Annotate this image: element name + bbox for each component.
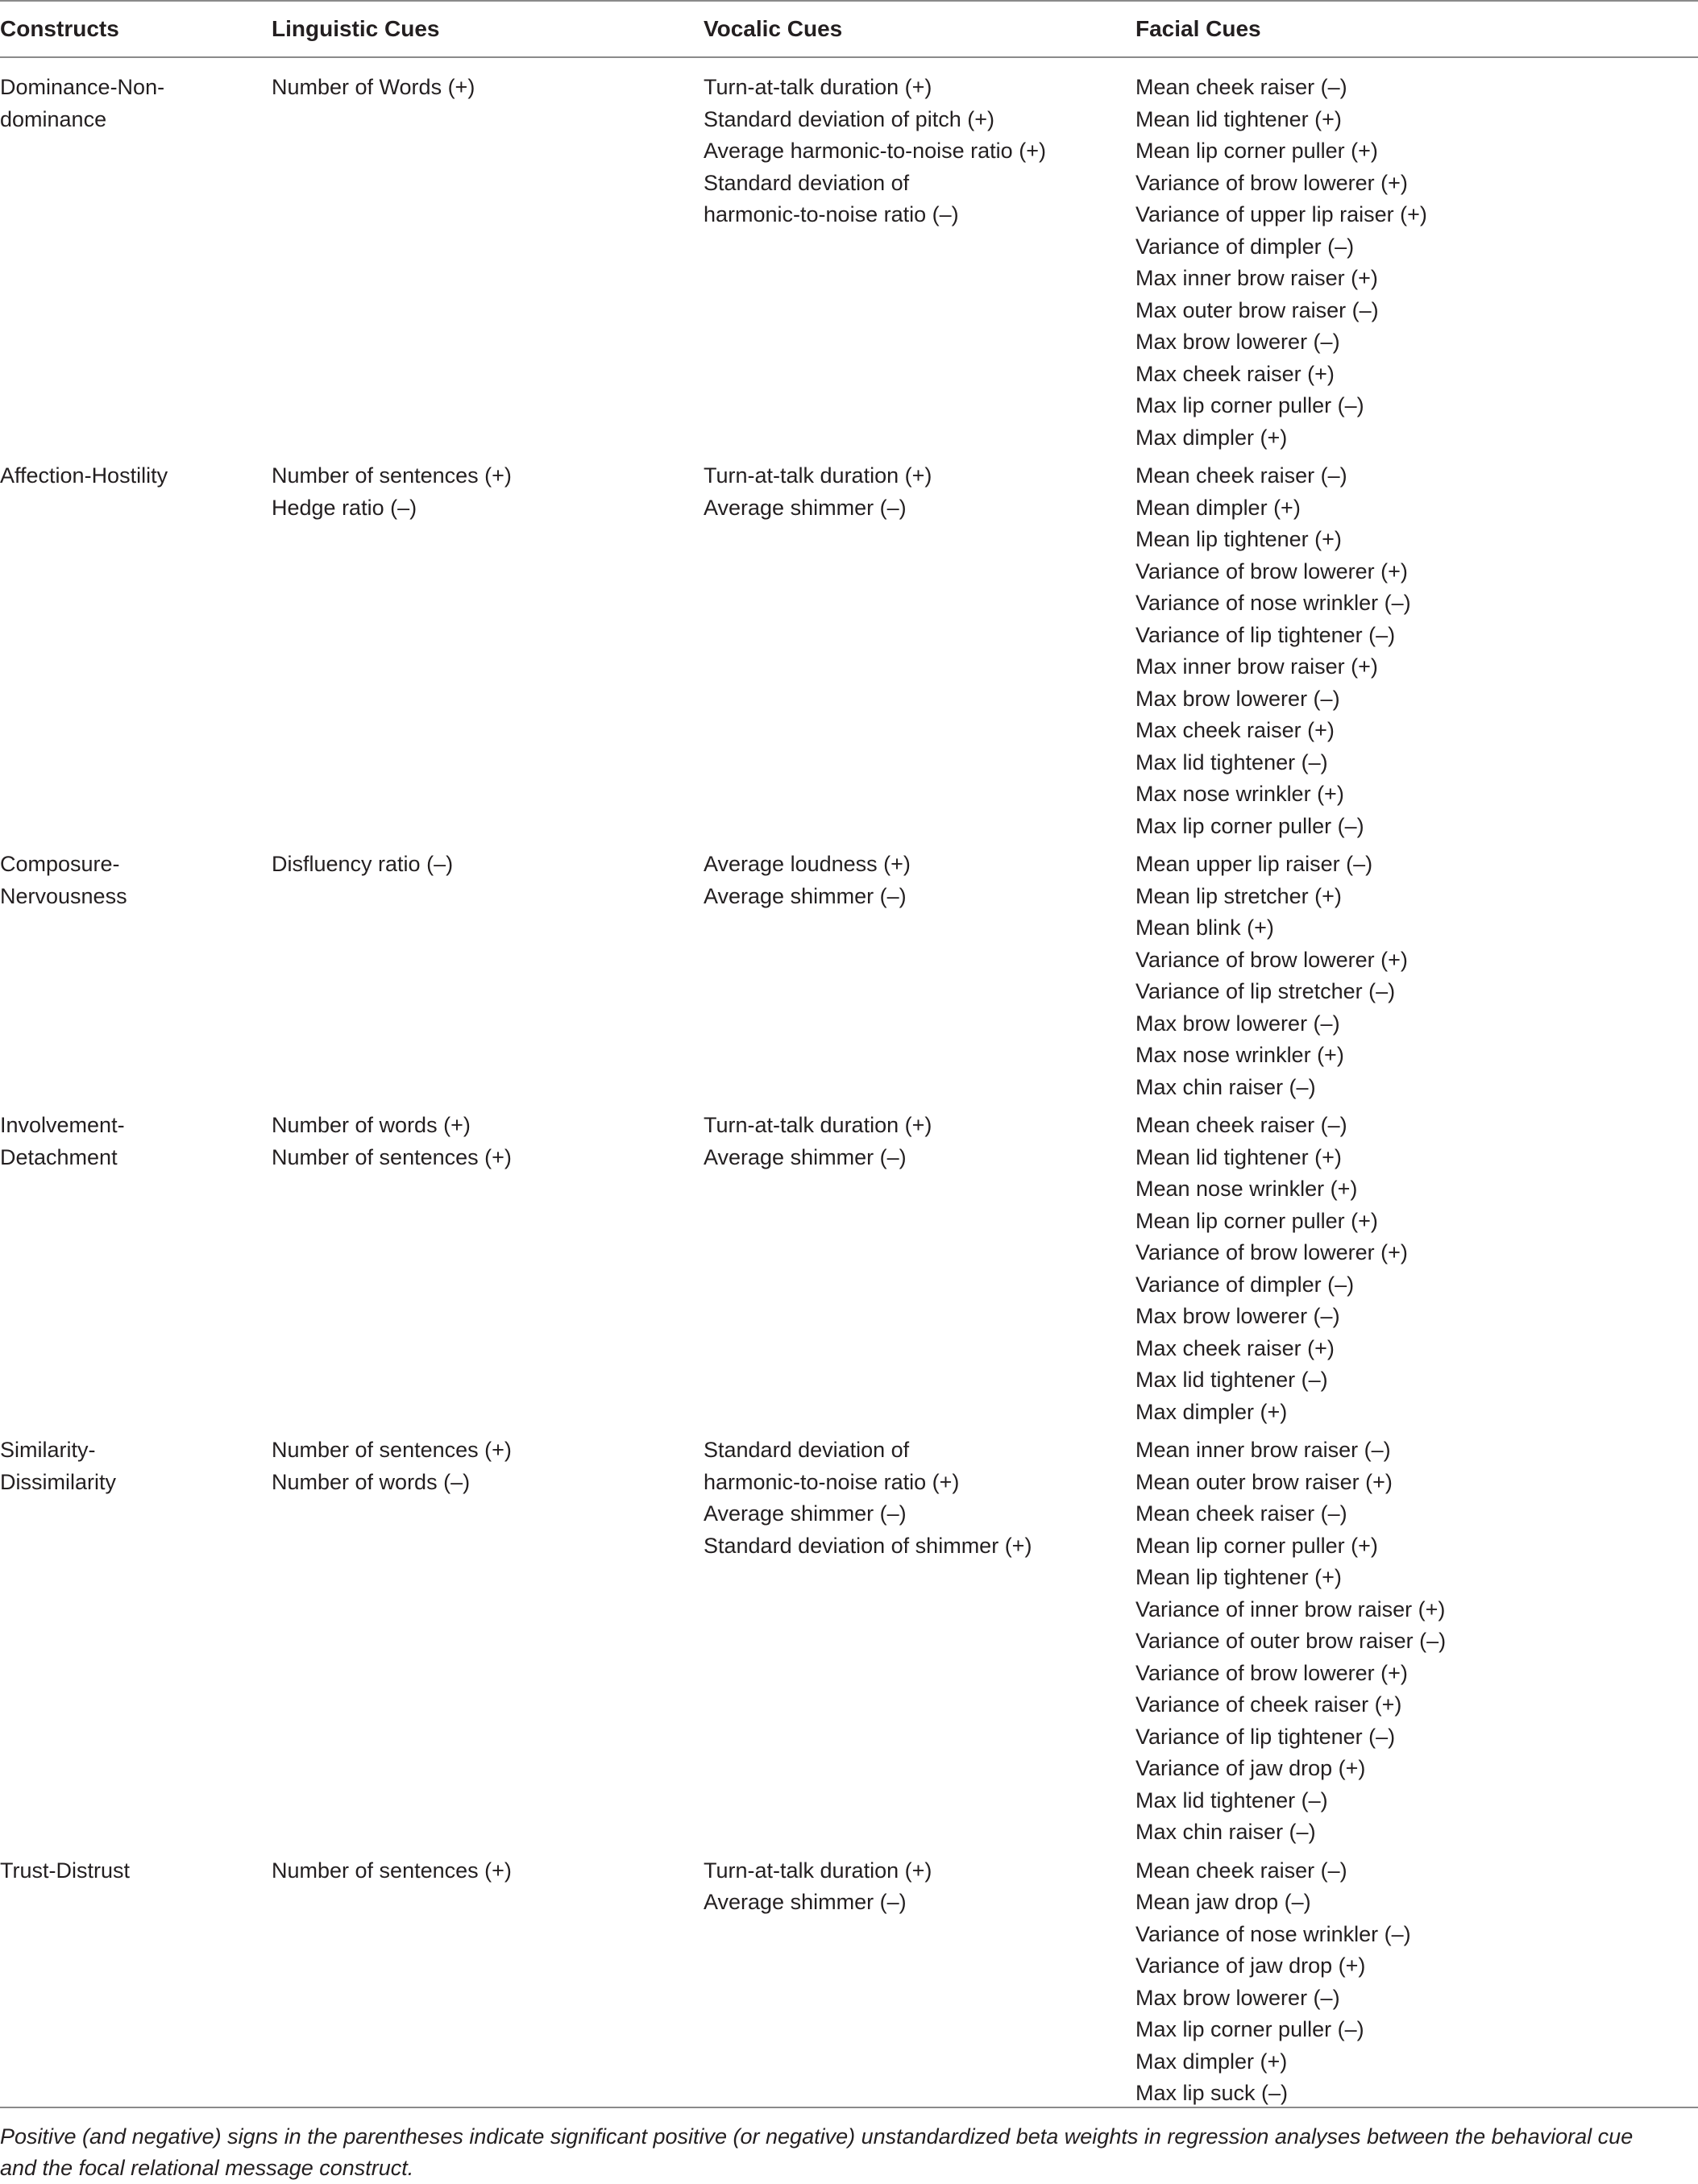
cue-item: Max brow lowerer (–) — [1135, 1985, 1340, 2010]
linguistic-cues-cell — [272, 1435, 699, 1498]
cue-item: Variance of brow lowerer (+) — [1135, 947, 1408, 972]
facial-cues-cell — [1135, 849, 1692, 1103]
cue-item: Max cheek raiser (+) — [1135, 718, 1335, 742]
cue-item: Max nose wrinkler (+) — [1135, 1043, 1344, 1067]
table-row — [0, 1855, 1698, 2116]
cue-item: Mean lip tightener (+) — [1135, 1565, 1342, 1589]
cue-item: Standard deviation of — [704, 1438, 910, 1462]
cue-item: harmonic-to-noise ratio (–) — [704, 202, 959, 226]
cue-item: Variance of inner brow raiser (+) — [1135, 1596, 1446, 1621]
facial-cues-cell — [1135, 1435, 1692, 1849]
linguistic-cues-cell — [272, 1110, 699, 1173]
cue-item: Max lid tightener (–) — [1135, 1787, 1328, 1812]
linguistic-cues-cell — [272, 72, 699, 104]
linguistic-cues-cell — [272, 1855, 699, 1887]
cue-item: Mean jaw drop (–) — [1135, 1890, 1311, 1914]
cue-item: Dominance-Non- — [0, 75, 165, 99]
table-row — [0, 1110, 1698, 1435]
cue-item: Max chin raiser (–) — [1135, 1820, 1316, 1844]
facial-cues-cell — [1135, 460, 1692, 842]
cue-item: Max inner brow raiser (+) — [1135, 654, 1378, 679]
facial-cues-cell — [1135, 72, 1692, 454]
cue-item: Average shimmer (–) — [704, 495, 907, 520]
cue-item: Average shimmer (–) — [704, 883, 907, 908]
cue-item: Max cheek raiser (+) — [1135, 361, 1335, 386]
cue-item: Mean upper lip raiser (–) — [1135, 852, 1373, 876]
cue-item: Variance of outer brow raiser (–) — [1135, 1629, 1447, 1653]
cue-item: Variance of brow lowerer (+) — [1135, 1660, 1408, 1685]
table-row — [0, 72, 1698, 460]
cue-item: Max dimpler (+) — [1135, 425, 1288, 450]
cue-item: Turn-at-talk duration (+) — [704, 463, 932, 488]
table-footnote — [0, 2121, 1698, 2184]
table-row — [0, 1435, 1698, 1855]
cue-item: Max dimpler (+) — [1135, 1399, 1288, 1424]
construct-cell — [0, 460, 266, 492]
cue-item: Trust-Distrust — [0, 1858, 130, 1883]
cue-item: Number of sentences (+) — [272, 463, 512, 488]
cue-item: Involvement- — [0, 1113, 125, 1137]
cue-item: Max chin raiser (–) — [1135, 1074, 1316, 1099]
header-linguistic-cues: Linguistic Cues — [272, 16, 440, 41]
vocalic-cues-cell — [704, 1435, 1131, 1562]
construct-cell — [0, 849, 266, 912]
cue-item: Mean lip corner puller (+) — [1135, 1208, 1378, 1233]
cue-item: Variance of nose wrinkler (–) — [1135, 1921, 1411, 1946]
cue-item: Mean cheek raiser (–) — [1135, 1501, 1347, 1526]
cue-item: Standard deviation of pitch (+) — [704, 106, 994, 131]
cue-item: Average harmonic-to-noise ratio (+) — [704, 139, 1046, 163]
cue-item: Mean lip corner puller (+) — [1135, 1533, 1378, 1558]
construct-cell — [0, 1110, 266, 1173]
header-vocalic-cues: Vocalic Cues — [704, 16, 843, 41]
cue-item: Variance of dimpler (–) — [1135, 1272, 1355, 1297]
cue-item: Number of words (–) — [272, 1469, 471, 1494]
vocalic-cues-cell — [704, 849, 1131, 912]
cue-item: Max dimpler (+) — [1135, 2049, 1288, 2074]
header-facial-cues: Facial Cues — [1135, 16, 1261, 41]
facial-cues-cell — [1135, 1855, 1692, 2110]
cue-item: Similarity- — [0, 1438, 96, 1462]
cue-item: Max brow lowerer (–) — [1135, 330, 1340, 354]
cue-item: Variance of brow lowerer (+) — [1135, 558, 1408, 583]
cue-item: Turn-at-talk duration (+) — [704, 75, 932, 99]
cue-item: Max lip corner puller (–) — [1135, 2017, 1364, 2041]
cue-item: Max brow lowerer (–) — [1135, 686, 1340, 711]
table-header-rule — [0, 56, 1698, 58]
footnote-line: Positive (and negative) signs in the parentheses indicate significant positive (or negative) unstandardized beta weights in regression analyses between the behavioral cue — [0, 2124, 1634, 2149]
cue-item: Max nose wrinkler (+) — [1135, 782, 1344, 806]
cue-item: Mean nose wrinkler (+) — [1135, 1177, 1358, 1201]
vocalic-cues-cell — [704, 72, 1131, 231]
cue-item: Max lid tightener (–) — [1135, 749, 1328, 774]
cue-item: Variance of cheek raiser (+) — [1135, 1692, 1402, 1717]
construct-cell — [0, 1855, 266, 1887]
table-row — [0, 460, 1698, 849]
cue-item: Detachment — [0, 1144, 118, 1169]
cue-item: Variance of upper lip raiser (+) — [1135, 202, 1427, 226]
cue-item: Mean outer brow raiser (+) — [1135, 1469, 1393, 1494]
cue-item: Turn-at-talk duration (+) — [704, 1113, 932, 1137]
linguistic-cues-cell — [272, 460, 699, 524]
construct-cell — [0, 1435, 266, 1498]
cue-item: Mean lip tightener (+) — [1135, 527, 1342, 551]
construct-cell — [0, 72, 266, 135]
cue-item: Variance of dimpler (–) — [1135, 234, 1355, 259]
cue-item: Max brow lowerer (–) — [1135, 1304, 1340, 1328]
cue-item: Mean blink (+) — [1135, 916, 1274, 940]
cue-item: Max cheek raiser (+) — [1135, 1335, 1335, 1360]
cue-item: Average shimmer (–) — [704, 1144, 907, 1169]
cue-item: Composure- — [0, 852, 120, 876]
cue-item: Variance of jaw drop (+) — [1135, 1756, 1366, 1780]
cue-item: harmonic-to-noise ratio (+) — [704, 1469, 960, 1494]
cue-item: Max lid tightener (–) — [1135, 1368, 1328, 1392]
cue-item: Average shimmer (–) — [704, 1501, 907, 1526]
cue-item: Disfluency ratio (–) — [272, 852, 454, 876]
cue-item: Variance of lip stretcher (–) — [1135, 979, 1396, 1003]
cue-item: Variance of lip tightener (–) — [1135, 1724, 1396, 1749]
cue-item: Variance of brow lowerer (+) — [1135, 1240, 1408, 1264]
cue-item: Number of Words (+) — [272, 75, 475, 99]
header-constructs: Constructs — [0, 16, 119, 41]
cue-item: Mean inner brow raiser (–) — [1135, 1438, 1391, 1462]
cue-item: Variance of brow lowerer (+) — [1135, 170, 1408, 195]
cue-item: Number of sentences (+) — [272, 1144, 512, 1169]
cue-item: Mean cheek raiser (–) — [1135, 463, 1347, 488]
linguistic-cues-cell — [272, 849, 699, 881]
facial-cues-cell — [1135, 1110, 1692, 1428]
cue-item: Max outer brow raiser (–) — [1135, 297, 1379, 322]
cue-item: Variance of nose wrinkler (–) — [1135, 591, 1411, 615]
cue-item: Turn-at-talk duration (+) — [704, 1858, 932, 1883]
footnote-line: and the focal relational message construct. — [0, 2156, 414, 2180]
cue-item: Affection-Hostility — [0, 463, 168, 488]
table-bottom-rule — [0, 2107, 1698, 2108]
cue-item: Number of words (+) — [272, 1113, 471, 1137]
cue-item: Variance of lip tightener (–) — [1135, 622, 1396, 647]
table-header-row — [0, 0, 1698, 56]
vocalic-cues-cell — [704, 1855, 1131, 1919]
cue-item: dominance — [0, 106, 107, 131]
vocalic-cues-cell — [704, 460, 1131, 524]
cue-item: Mean cheek raiser (–) — [1135, 1858, 1347, 1883]
cue-item: Mean lid tightener (+) — [1135, 106, 1342, 131]
cue-item: Number of sentences (+) — [272, 1438, 512, 1462]
cue-item: Nervousness — [0, 883, 127, 908]
cue-item: Standard deviation of shimmer (+) — [704, 1533, 1032, 1558]
cue-item: Mean cheek raiser (–) — [1135, 75, 1347, 99]
cue-item: Dissimilarity — [0, 1469, 116, 1494]
cue-item: Mean cheek raiser (–) — [1135, 1113, 1347, 1137]
cue-item: Average loudness (+) — [704, 852, 911, 876]
cue-item: Standard deviation of — [704, 170, 910, 195]
cue-item: Number of sentences (+) — [272, 1858, 512, 1883]
cue-item: Mean lip stretcher (+) — [1135, 883, 1342, 908]
cue-item: Max lip corner puller (–) — [1135, 813, 1364, 838]
cue-item: Max inner brow raiser (+) — [1135, 266, 1378, 290]
vocalic-cues-cell — [704, 1110, 1131, 1173]
cue-item: Hedge ratio (–) — [272, 495, 417, 520]
cue-item: Max lip corner puller (–) — [1135, 393, 1364, 417]
cue-item: Max lip suck (–) — [1135, 2081, 1289, 2105]
table-body — [0, 72, 1698, 2116]
cue-item: Average shimmer (–) — [704, 1890, 907, 1914]
cue-item: Mean lip corner puller (+) — [1135, 139, 1378, 163]
cue-item: Variance of jaw drop (+) — [1135, 1954, 1366, 1978]
table-row — [0, 849, 1698, 1110]
cue-item: Max brow lowerer (–) — [1135, 1011, 1340, 1036]
cue-item: Mean dimpler (+) — [1135, 495, 1301, 520]
cue-item: Mean lid tightener (+) — [1135, 1144, 1342, 1169]
